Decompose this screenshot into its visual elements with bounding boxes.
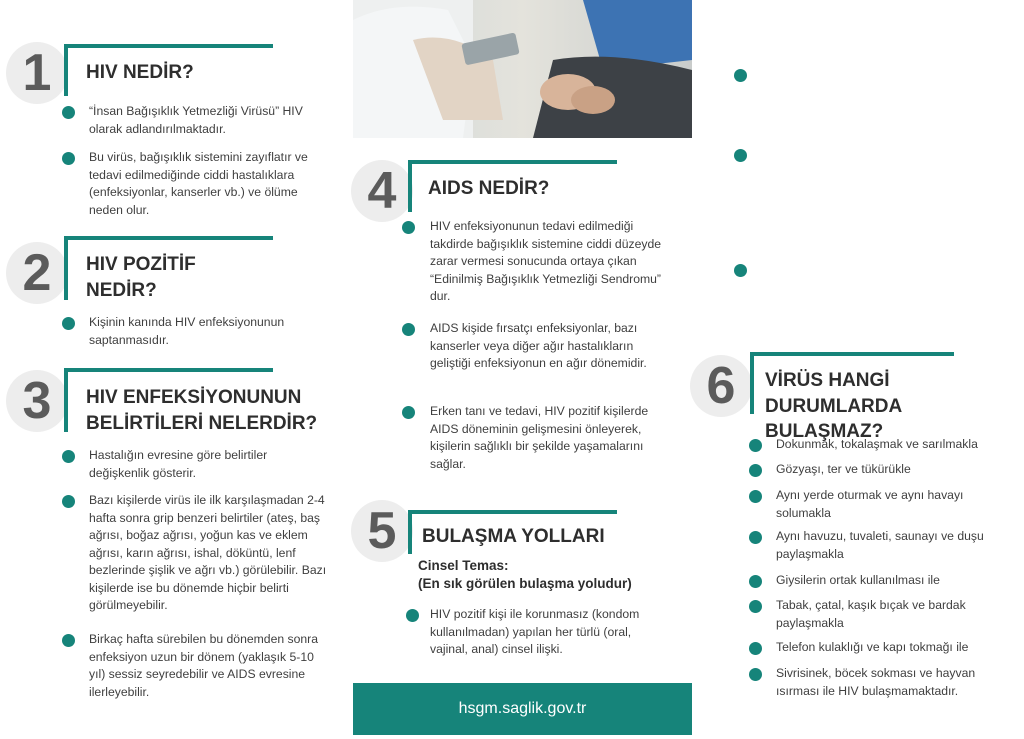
section-2-title-line2: NEDİR?: [86, 280, 157, 301]
section-6-title-line2: DURUMLARDA BULAŞMAZ?: [765, 396, 902, 442]
list-item: HIV enfeksiyonunun tedavi edilmediği takdirde bağışıklık sistemine ciddi düzeyde zarar vermesi sonucunda ortaya çıkan “Edinilmiş Bağışıklık Yetmezliği Sendromu” dur.: [430, 219, 662, 303]
bullet-dot: [62, 152, 75, 165]
bullet-dot: [62, 634, 75, 647]
section-5-subheading: Cinsel Temas:: [418, 558, 509, 573]
section-4-number: 4: [351, 160, 413, 222]
section-6-title-line1: VİRÜS HANGİ: [765, 370, 890, 391]
section-5-title: BULAŞMA YOLLARI: [422, 526, 605, 547]
website-url[interactable]: hsgm.saglik.gov.tr: [458, 700, 587, 717]
bullet-dot: [749, 464, 762, 477]
bullet-dot: [734, 69, 747, 82]
section-1-title: HIV NEDİR?: [86, 62, 194, 83]
doctor-patient-photo: [353, 0, 692, 138]
bullet-dot: [402, 221, 415, 234]
bullet-dot: [62, 317, 75, 330]
list-item: Aynı havuzu, tuvaleti, saunayı ve duşu paylaşmakla: [776, 529, 984, 561]
section-2-title-line1: HIV POZİTİF: [86, 254, 196, 275]
list-item: “İnsan Bağışıklık Yetmezliği Virüsü” HIV olarak adlandırılmaktadır.: [89, 104, 303, 136]
list-item: Bazı kişilerde virüs ile ilk karşılaşmadan 2-4 hafta sonra grip benzeri belirtiler (ateş, baş ağrısı, boğaz ağrısı, yoğun kas ve eklem ağrısı, karın ağrısı, ishal, döküntü, lenf bezlerinde şişlik ve ağrı vb.) görülebilir. Bazı kişilerde ise bu dönemde hiçbir belirti görülmeyebilir.: [89, 493, 327, 612]
section-4-title: AIDS NEDİR?: [428, 178, 550, 199]
list-item: Sivrisinek, böcek sokması ve hayvan ısırması ile HIV bulaşmamaktadır.: [776, 666, 976, 698]
bullet-dot: [406, 609, 419, 622]
bullet-dot: [749, 490, 762, 503]
list-item: Telefon kulaklığı ve kapı tokmağı ile: [776, 640, 969, 654]
bullet-dot: [734, 264, 747, 277]
bullet-dot: [749, 531, 762, 544]
bullet-dot: [402, 406, 415, 419]
bullet-dot: [749, 575, 762, 588]
section-5-number: 5: [351, 500, 413, 562]
list-item: Hastalığın evresine göre belirtiler değişkenlik gösterir.: [89, 448, 268, 480]
bullet-dot: [62, 450, 75, 463]
bullet-dot: [749, 642, 762, 655]
section-1-number: 1: [6, 42, 68, 104]
list-item: Gözyaşı, ter ve tükürükle: [776, 462, 911, 476]
section-3-title-line1: HIV ENFEKSİYONUNUN: [86, 387, 302, 408]
list-item: Bu virüs, bağışıklık sistemini zayıflatır ve tedavi edilmediğinde ciddi hastalıklara (enfeksiyonlar, kanserler vb.) ve ölüme neden olur.: [89, 150, 308, 217]
section-5-subnote: (En sık görülen bulaşma yoludur): [418, 576, 632, 591]
list-item: Dokunmak, tokalaşmak ve sarılmakla: [776, 437, 978, 451]
bullet-dot: [749, 439, 762, 452]
section-3-number: 3: [6, 370, 68, 432]
list-item: HIV pozitif kişi ile korunmasız (kondom kullanılmadan) yapılan her türlü (oral, vajinal, anal) cinsel ilişki.: [430, 607, 640, 656]
list-item: Aynı yerde oturmak ve aynı havayı solumakla: [776, 488, 964, 520]
list-item: Erken tanı ve tedavi, HIV pozitif kişilerde AIDS döneminin gelişmesini önleyerek, kişilerin sağlıklı bir şekilde yaşamalarını sağlar.: [430, 404, 649, 471]
list-item: Birkaç hafta sürebilen bu dönemden sonra enfeksiyon uzun bir dönem (yaklaşık 5-10 yıl) sessiz seyredebilir ve AIDS evresine ilerleyebilir.: [89, 632, 318, 699]
section-6-number: 6: [690, 355, 752, 417]
section-2-number: 2: [6, 242, 68, 304]
photo-illustration: [353, 0, 692, 138]
website-banner[interactable]: [353, 683, 692, 735]
bullet-dot: [62, 106, 75, 119]
list-item: Giysilerin ortak kullanılması ile: [776, 573, 940, 587]
bullet-dot: [62, 495, 75, 508]
bullet-dot: [402, 323, 415, 336]
section-3-title-line2: BELİRTİLERİ NELERDİR?: [86, 413, 318, 434]
bullet-dot: [749, 668, 762, 681]
bullet-dot: [734, 149, 747, 162]
list-item: AIDS kişide fırsatçı enfeksiyonlar, bazı kanserler veya diğer ağır hastalıkların geliştiği enfeksiyonun en ağır dönemidir.: [430, 321, 647, 370]
list-item: Kişinin kanında HIV enfeksiyonunun saptanmasıdır.: [89, 315, 285, 347]
bullet-dot: [749, 600, 762, 613]
list-item: Tabak, çatal, kaşık bıçak ve bardak paylaşmakla: [776, 598, 966, 630]
